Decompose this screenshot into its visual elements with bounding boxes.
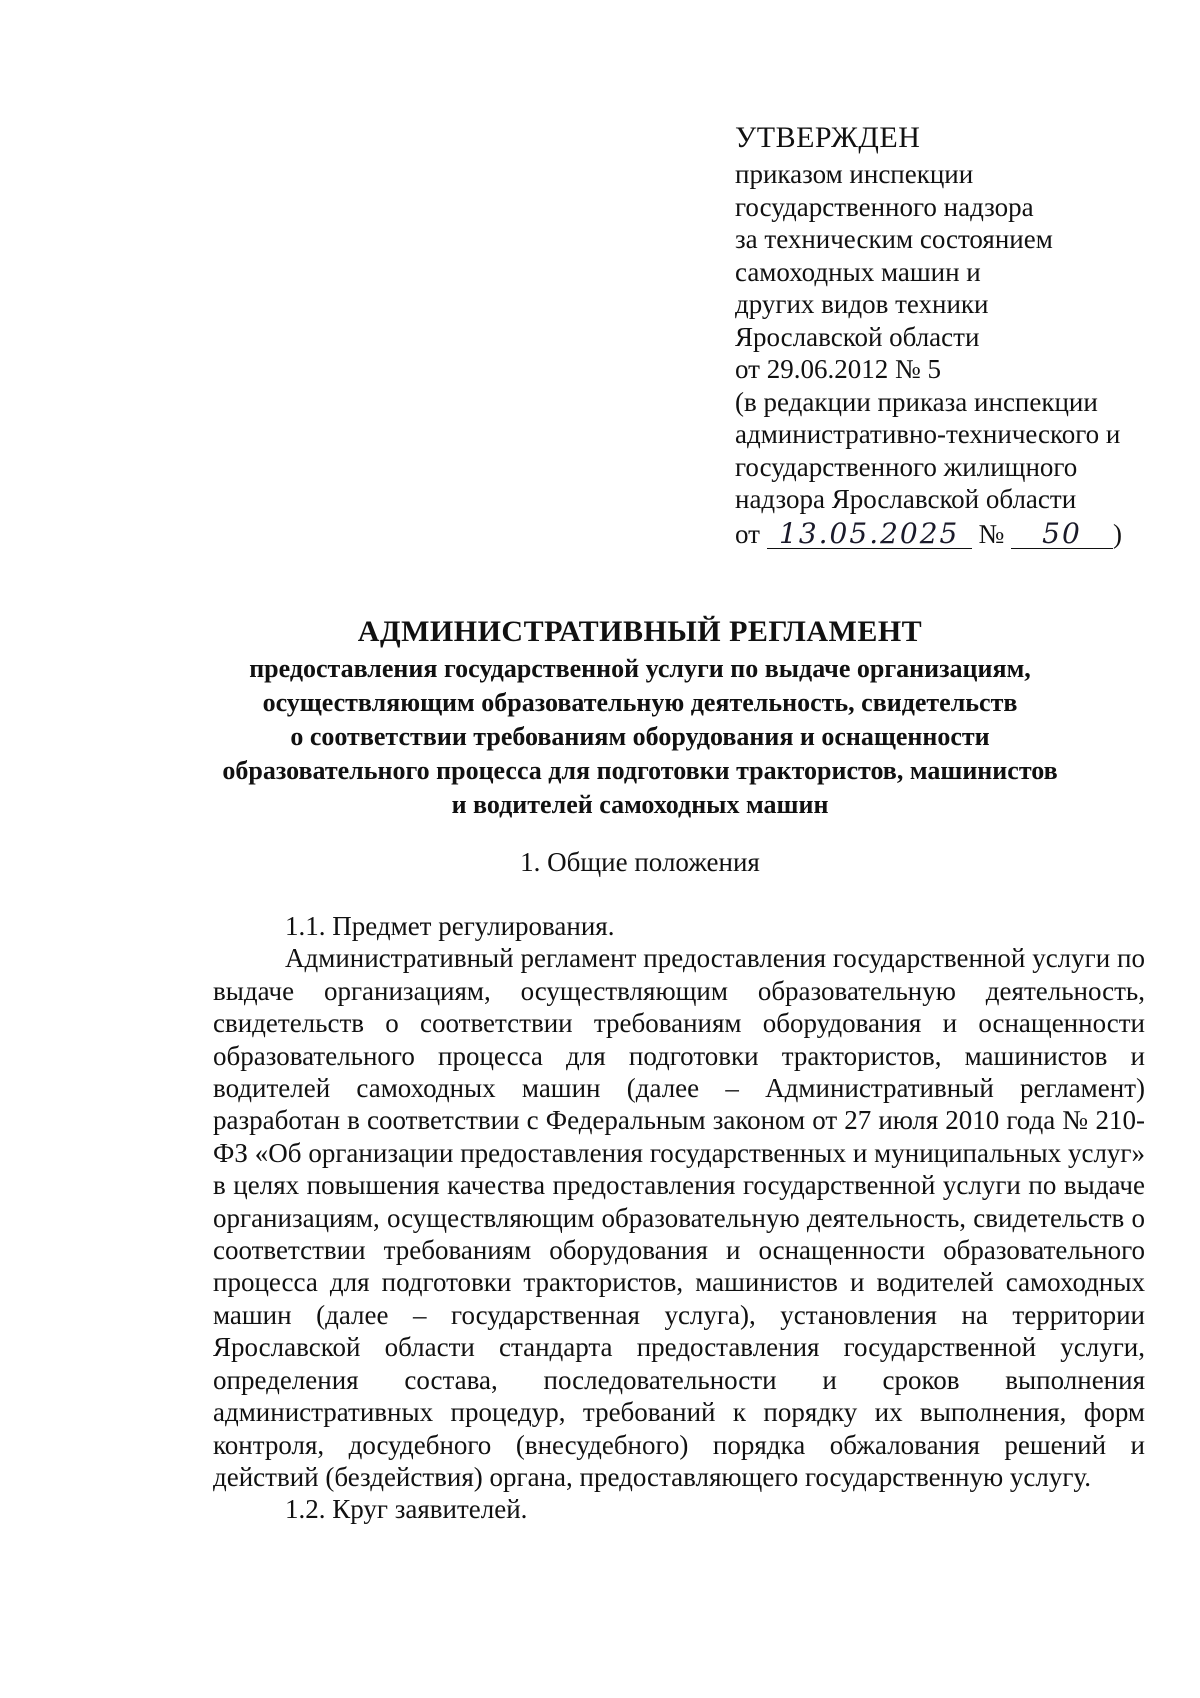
- body-paragraph: Административный регламент предоставления государственной услуги по выдаче организациям, осуществляющим образовательную деятельность, свидетельств о соответствии требованиям оборудования и оснащенности образовательного процесса для подготовки трактористов, машинистов и водителей самоходных машин (далее – Административный регламент) разработан в соответствии с Федеральным законом от 27 июля 2010 года № 210-ФЗ «Об организации предоставления государственных и муниципальных услуг» в целях повышения качества предоставления государственной услуги по выдаче организациям, осуществляющим образовательную деятельность, свидетельств о соответствии требованиям оборудования и оснащенности образовательного процесса для подготовки трактористов, машинистов и водителей самоходных машин (далее – государственная услуга), установления на территории Ярославской области стандарта предоставления государственной услуги, определения состава, последовательности и сроков выполнения административных процедур, требований к порядку их выполнения, форм контроля, досудебного (внесудебного) порядка обжалования решений и действий (бездействия) органа, предоставляющего государственную услугу.: [213, 943, 1145, 1492]
- amendment-closing-paren: ): [1112, 518, 1122, 549]
- approval-line: (в редакции приказа инспекции: [735, 386, 1098, 417]
- subtitle-line: образовательного процесса для подготовки трактористов, машинистов: [222, 756, 1058, 785]
- approval-line: других видов техники: [735, 289, 989, 319]
- approval-line: Ярославской области: [735, 321, 980, 352]
- approval-line: административно-технического и: [735, 419, 1121, 449]
- handwritten-number-field: 50: [1011, 520, 1113, 549]
- handwritten-date-field: 13.05.2025: [767, 520, 972, 549]
- subsection-heading: 1.1. Предмет регулирования.: [285, 911, 615, 941]
- subtitle-line: осуществляющим образовательную деятельность, свидетельств: [262, 688, 1018, 717]
- document-title-block: [150, 612, 1130, 822]
- section-heading: 1. Общие положения: [520, 847, 760, 877]
- approval-line: государственного надзора: [735, 191, 1034, 222]
- approval-line: государственного жилищного: [735, 451, 1078, 482]
- approval-line: от 29.06.2012 № 5: [735, 354, 941, 384]
- document-body: [213, 910, 1145, 1526]
- approval-line: надзора Ярославской области: [735, 484, 1077, 514]
- subtitle-line: и водителей самоходных машин: [451, 790, 829, 819]
- amendment-number-label: №: [978, 518, 1005, 549]
- approval-heading: УТВЕРЖДЕН: [735, 121, 921, 154]
- document-subtitle: [150, 652, 1130, 822]
- subtitle-line: о соответствии требованиям оборудования и оснащенности: [290, 722, 990, 751]
- subtitle-line: предоставления государственной услуги по выдаче организациям,: [249, 654, 1031, 683]
- amendment-date-number-row: [735, 518, 1175, 551]
- approval-line: за техническим состоянием: [735, 224, 1053, 254]
- amendment-from-label: от: [735, 518, 760, 549]
- approval-stamp-block: [735, 118, 1175, 550]
- document-title: АДМИНИСТРАТИВНЫЙ РЕГЛАМЕНТ: [357, 615, 923, 648]
- approval-line: приказом инспекции: [735, 159, 974, 189]
- approval-line: самоходных машин и: [735, 256, 981, 287]
- subsection-heading: 1.2. Круг заявителей.: [285, 1494, 528, 1525]
